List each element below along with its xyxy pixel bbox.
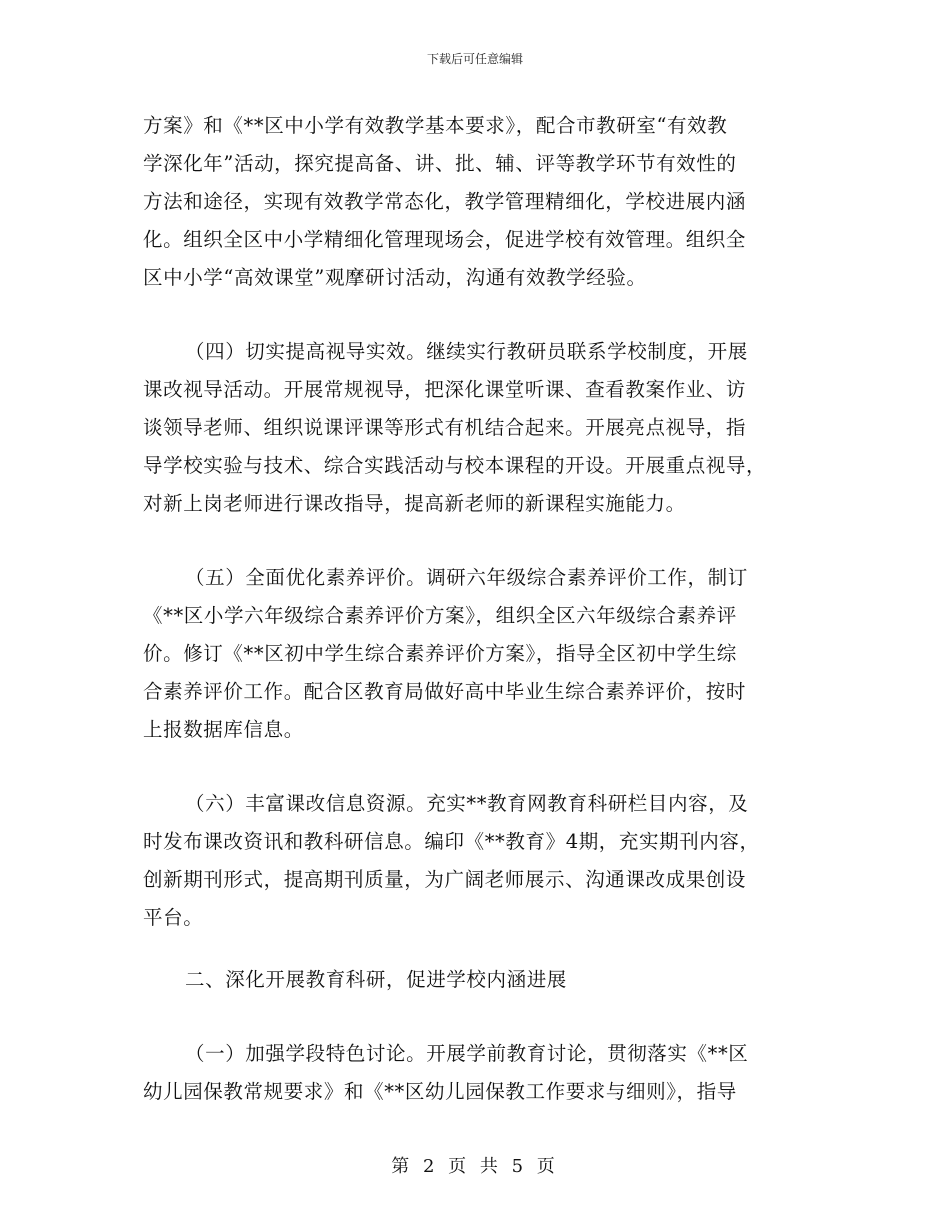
text-line: 课改视导活动。开展常规视导，把深化课堂听课、查看教案作业、访 (143, 378, 747, 401)
text-line: 区中小学“高效课堂”观摩研讨活动，沟通有效教学经验。 (143, 266, 647, 289)
text-line: 幼儿园保教常规要求》和《**区幼儿园保教工作要求与细则》，指导 (143, 1080, 737, 1103)
paragraph-heading-line: （五）全面优化素养评价。调研六年级综合素养评价工作，制订 (185, 566, 748, 589)
text-line: 谈领导老师、组织说课评课等形式有机结合起来。开展亮点视导，指 (143, 416, 747, 439)
text-line: 合素养评价工作。配合区教育局做好高中毕业生综合素养评价，按时 (143, 680, 747, 703)
text-line: 方案》和《**区中小学有效教学基本要求》，配合市教研室“有效教 (143, 114, 728, 137)
paragraph-heading-line: （四）切实提高视导实效。继续实行教研员联系学校制度，开展 (185, 340, 748, 363)
text-line: 对新上岗老师进行课改指导，提高新老师的新课程实施能力。 (143, 492, 686, 515)
text-line: 《**区小学六年级综合素养评价方案》，组织全区六年级综合素养评 (143, 604, 737, 627)
text-line: 导学校实验与技术、综合实践活动与校本课程的开设。开展重点视导， (143, 454, 767, 477)
text-line: 化。组织全区中小学精细化管理现场会，促进学校有效管理。组织全 (143, 228, 747, 251)
text-line: 时发布课改资讯和教科研信息。编印《**教育》4期，充实期刊内容， (143, 830, 760, 853)
text-line: 价。修订《**区初中学生综合素养评价方案》，指导全区初中学生综 (143, 642, 737, 665)
page-number-footer: 第 2 页 共 5 页 (391, 1156, 559, 1177)
text-line: 学深化年”活动，探究提高备、讲、批、辅、评等教学环节有效性的 (143, 152, 737, 175)
text-line: 上报数据库信息。 (143, 718, 304, 741)
paragraph-heading-line: （一）加强学段特色讨论。开展学前教育讨论，贯彻落实《**区 (185, 1042, 749, 1065)
text-line: 平台。 (143, 906, 204, 929)
page-header: 下载后可任意编辑 (426, 52, 523, 66)
paragraph-heading-line: （六）丰富课改信息资源。充实**教育网教育科研栏目内容，及 (185, 792, 749, 815)
section-heading: 二、深化开展教育科研，促进学校内涵进展 (185, 968, 567, 991)
text-line: 方法和途径，实现有效教学常态化，教学管理精细化，学校进展内涵 (143, 190, 747, 213)
text-line: 创新期刊形式，提高期刊质量，为广阔老师展示、沟通课改成果创设 (143, 868, 747, 891)
